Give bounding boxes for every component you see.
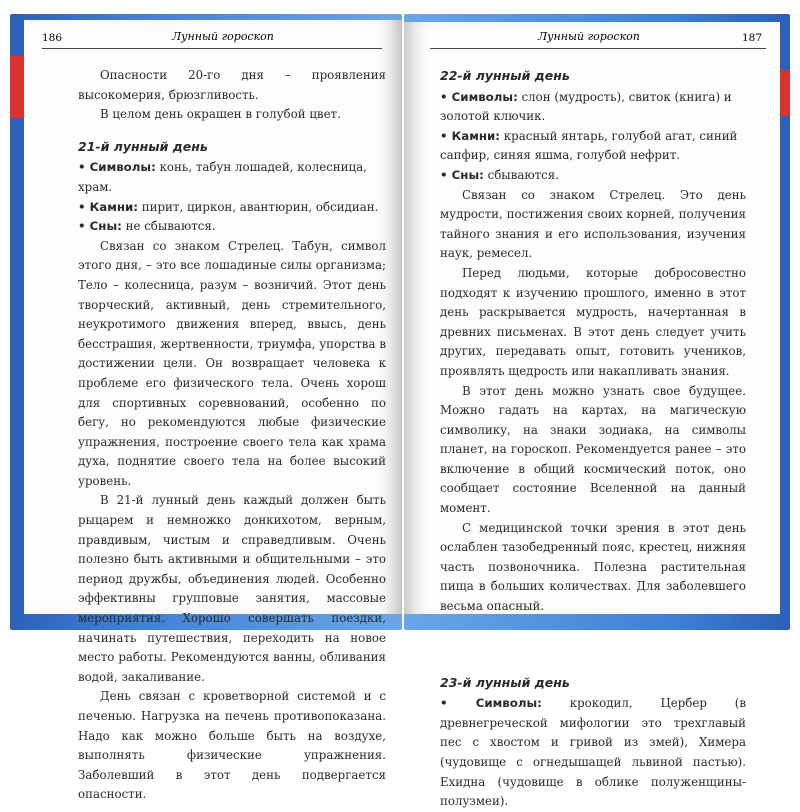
section-heading-22: 22-й лунный день [440, 68, 570, 83]
right-page-number: 187 [741, 32, 762, 44]
body-paragraph: В 21-й лунный день каждый должен быть рыцарем и немножко донкихотом, верным, правдивым, чистым и справедливым. Очень полезно быть активными и общительными – это период дружбы, объединения людей. Особенно эффективны групповые занятия, массовые мероприятия. Хорошо совершать поездки, начинать путешествия, переходить на новое место работы. Рекомендуются ванны, обливания водой, закаливание. [78, 493, 386, 684]
section-heading-23: 23-й лунный день [440, 674, 570, 690]
symbols-label: • Символы: [440, 89, 518, 104]
symbols-text: конь, табун лошадей, колесница, храм. [78, 160, 367, 194]
dreams-text: сбываются. [487, 167, 559, 182]
body-paragraph: Связан со знаком Стрелец. Это день мудрости, постижения своих корней, получения тайного знания и его использования, изучения наук, ремесел. [440, 187, 746, 261]
right-page-header [430, 26, 766, 49]
right-running-title: Лунный гороскоп [538, 30, 640, 43]
left-page-text [78, 66, 386, 805]
symbols-line [78, 158, 386, 197]
stones-line [440, 127, 746, 166]
symbols-label: • Символы: [78, 160, 156, 175]
stones-text: пирит, циркон, авантюрин, обсидиан. [141, 199, 379, 214]
symbols-label: • Символы: [440, 696, 542, 711]
body-paragraph: Связан со знаком Стрелец. Табун, символ этого дня, – это все лошадиные силы организма; Тело – колесница, разум – возничий. Этот день творческий, активный, день стремительного, неукротимого движения вперед, ввысь, день бесстрашия, жертвенности, триумфа, упорства в достижении цели. Он возвращает человека к проблеме его физического тела. Очень хорош для спортивных соревнований, особенно по бегу, но рекомендуются любые физические упражнения, построение своего тела как храма духа, поднятие своего тела на более высокий уровень. [78, 238, 386, 488]
stones-label: • Камни: [78, 199, 139, 214]
stones-label: • Камни: [440, 128, 501, 143]
left-page-header [42, 26, 382, 49]
symbols-text: крокодил, Цербер (в древнегреческой мифологии это трехглавый пес с хвостом и гривой из змей), Химера (чудовище с огнедышащей львиной пастью). Ехидна (чудовище в облике полуженщины-полузмеи). [440, 696, 747, 809]
dreams-line [440, 166, 746, 186]
symbols-line [440, 694, 746, 812]
dreams-label: • Сны: [78, 219, 122, 234]
body-paragraph: С медицинской точки зрения в этот день ослаблен тазобедренный пояс, крестец, нижняя часть позвоночника. Полезна растительная пища в больших количествах. Для заболевшего весьма опасный. [440, 520, 746, 614]
right-page-text [440, 66, 746, 812]
stones-line [78, 198, 386, 218]
left-running-title: Лунный гороскоп [172, 30, 274, 43]
body-paragraph: День связан с кроветворной системой и с печенью. Нагрузка на печень противопоказана. Надо как можно больше быть на воздухе, выполнять физические упражнения. Заболевший в этот день подвергается опасности. [78, 689, 386, 802]
section-heading-21: 21-й лунный день [78, 138, 208, 154]
cover-red-stripe-left [10, 56, 24, 118]
dreams-text: не сбываются. [125, 219, 216, 234]
intro-paragraph: Опасности 20-го дня – проявления высокомерия, брюзгливость. [78, 68, 386, 102]
body-paragraph: Перед людьми, которые добросовестно подходят к изучению прошлого, именно в этот день раскрывается мудрость, начертанная в древних письменах. В этот день следует учить других, передавать опыт, готовить учеников, проявлять щедрость или накапливать знания. [440, 265, 746, 378]
symbols-line [440, 88, 746, 127]
stones-text: красный янтарь, голубой агат, синий сапфир, синяя яшма, голубой нефрит. [440, 128, 738, 163]
intro-paragraph: В целом день окрашен в голубой цвет. [100, 107, 341, 122]
dreams-label: • Сны: [440, 167, 484, 182]
left-page-number: 186 [42, 32, 63, 44]
symbols-text: слон (мудрость), свиток (книга) и золотой ключик. [440, 89, 732, 124]
body-paragraph: В этот день можно узнать свое будущее. Можно гадать на картах, на магическую символику, на знаки зодиака, на символы планет, на гороскоп. Рекомендуется ранее – это включение в общий космический поток, оно сообщает состояние Вселенной на данный момент. [440, 383, 746, 516]
dreams-line [78, 217, 386, 237]
